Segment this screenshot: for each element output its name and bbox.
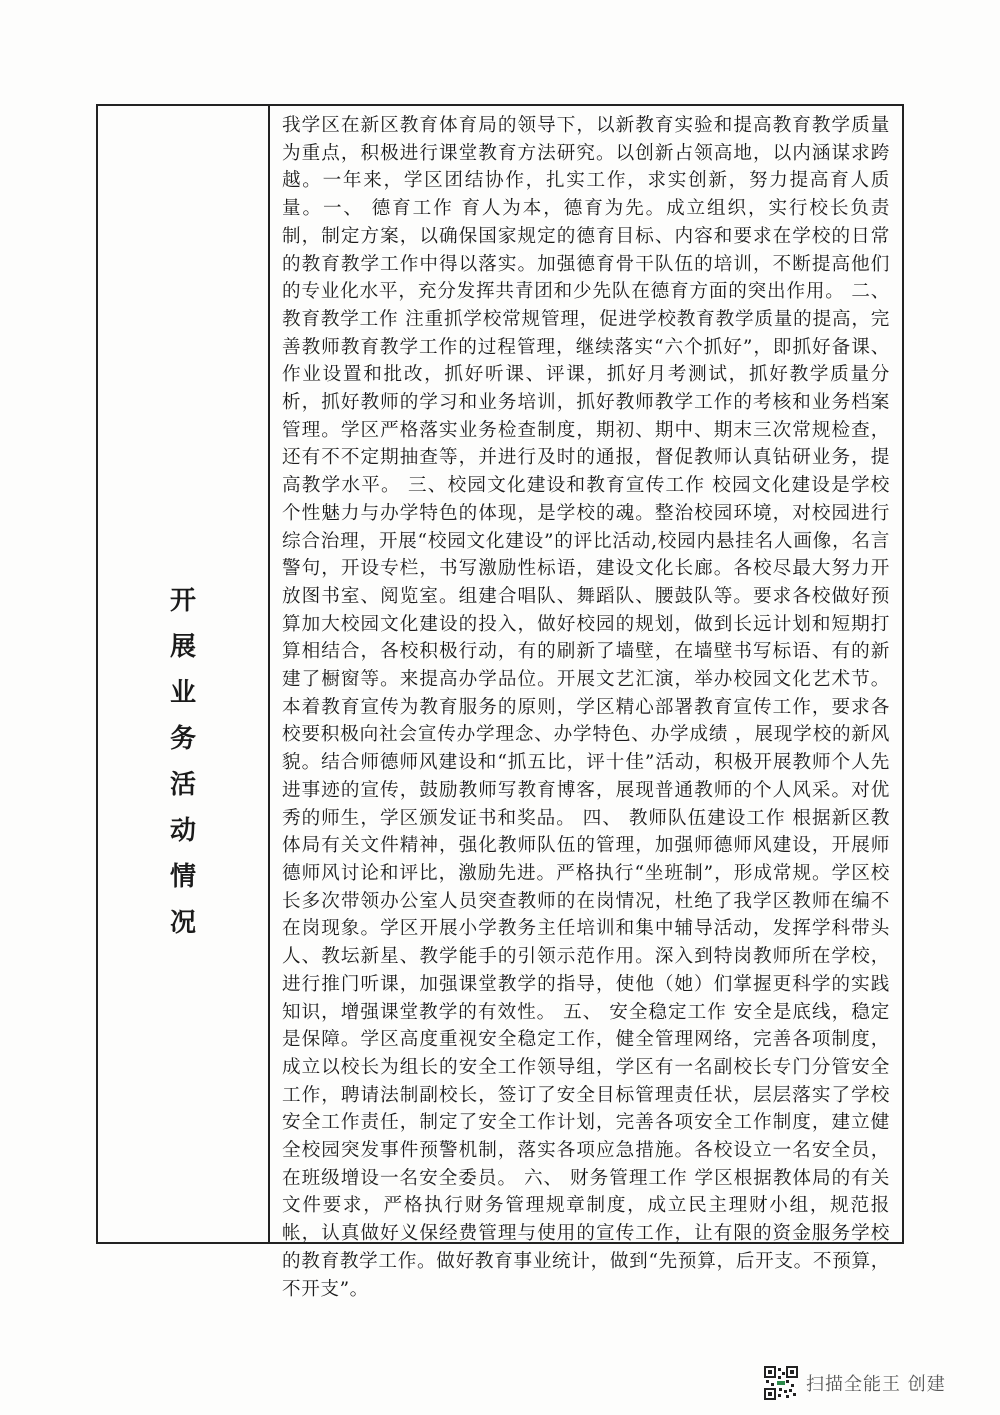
activity-content-cell xyxy=(270,106,902,1300)
activity-content-text: 我学区在新区教育体育局的领导下，以新教育实验和提高教育教学质量为重点，积极进行课堂教育方法研究。以创新占领高地，以内涵谋求跨越。一年来，学区团结协作，扎实工作，求实创新，努力提高育人质量。一、 德育工作 育人为本，德育为先。成立组织，实行校长负责制，制定方案，以确保国家规定的德育目标、内容和要求在学校的日常的教育教学工作中得以落实。加强德育骨干队伍的培训，不断提高他们的专业化水平，充分发挥共青团和少先队在德育方面的突出作用。 二、教育教学工作 注重抓学校常规管理，促进学校教育教学质量的提高，完善教师教育教学工作的过程管理，继续落实“六个抓好”，即抓好备课、作业设置和批改，抓好听课、评课，抓好月考测试，抓好教学质量分析，抓好教师的学习和业务培训，抓好教师教学工作的考核和业务档案管理。学区严格落实业务检查制度，期初、期中、期末三次常规检查，还有不不定期抽查等，并进行及时的通报，督促教师认真钻研业务，提高教学水平。 三、校园文化建设和教育宣传工作 校园文化建设是学校个性魅力与办学特色的体现，是学校的魂。整治校园环境，对校园进行综合治理，开展“校园文化建设”的评比活动,校园内悬挂名人画像，名言警句，开设专栏，书写激励性标语，建设文化长廊。各校尽最大努力开放图书室、阅览室。组建合唱队、舞蹈队、腰鼓队等。要求各校做好预算加大校园文化建设的投入，做好校园的规划，做到长远计划和短期打算相结合，各校积极行动，有的刷新了墙壁，在墙壁书写标语、有的新建了橱窗等。来提高办学品位。开展文艺汇演，举办校园文化艺术节。 本着教育宣传为教育服务的原则，学区精心部署教育宣传工作，要求各校要积极向社会宣传办学理念、办学特色、办学成绩 ，展现学校的新风貌。结合师德师风建设和“抓五比，评十佳”活动，积极开展教师个人先进事迹的宣传，鼓励教师写教育博客，展现普通教师的个人风采。对优秀的师生，学区颁发证书和奖品。 四、 教师队伍建设工作 根据新区教体局有关文件精神，强化教师队伍的管理，加强师德师风建设，开展师德师风讨论和评比，激励先进。严格执行“坐班制”，形成常规。学区校长多次带领办公室人员突查教师的在岗情况，杜绝了我学区教师在编不在岗现象。学区开展小学教务主任培训和集中辅导活动，发挥学科带头人、教坛新星、教学能手的引领示范作用。深入到特岗教师所在学校，进行推门听课，加强课堂教学的指导，使他（她）们掌握更科学的实践知识，增强课堂教学的有效性。 五、 安全稳定工作 安全是底线，稳定是保障。学区高度重视安全稳定工作，健全管理网络，完善各项制度，成立以校长为组长的安全工作领导组，学区有一名副校长专门分管安全工作，聘请法制副校长，签订了安全目标管理责任状，层层落实了学校安全工作责任，制定了安全工作计划，完善各项安全工作制度，建立健全校园突发事件预警机制，落实各项应急措施。各校设立一名安全员，在班级增设一名安全委员。 六、 财务管理工作 学区根据教体局的有关文件要求，严格执行财务管理规章制度，成立民主理财小组，规范报帐，认真做好义保经费管理与使用的宣传工作，让有限的资金服务学校的教育教学工作。做好教育事业统计，做到“先预算，后开支。不预算，不开支”。 xyxy=(282,115,890,1300)
row-label-char: 活 xyxy=(169,770,196,800)
activity-report-table xyxy=(96,104,904,1300)
row-label-char: 动 xyxy=(169,816,196,846)
watermark-text: 扫描全能王 创建 xyxy=(806,1374,946,1395)
row-label-char: 情 xyxy=(169,862,196,892)
row-label-cell xyxy=(98,106,270,1242)
row-label-char: 况 xyxy=(169,908,196,938)
row-label-char: 业 xyxy=(169,678,196,708)
row-label-char: 务 xyxy=(169,724,196,754)
qr-code-icon xyxy=(764,1366,798,1400)
row-label xyxy=(98,588,268,956)
row-label-char: 展 xyxy=(169,632,196,662)
scanner-watermark xyxy=(764,1366,946,1400)
row-label-char: 开 xyxy=(169,586,196,616)
